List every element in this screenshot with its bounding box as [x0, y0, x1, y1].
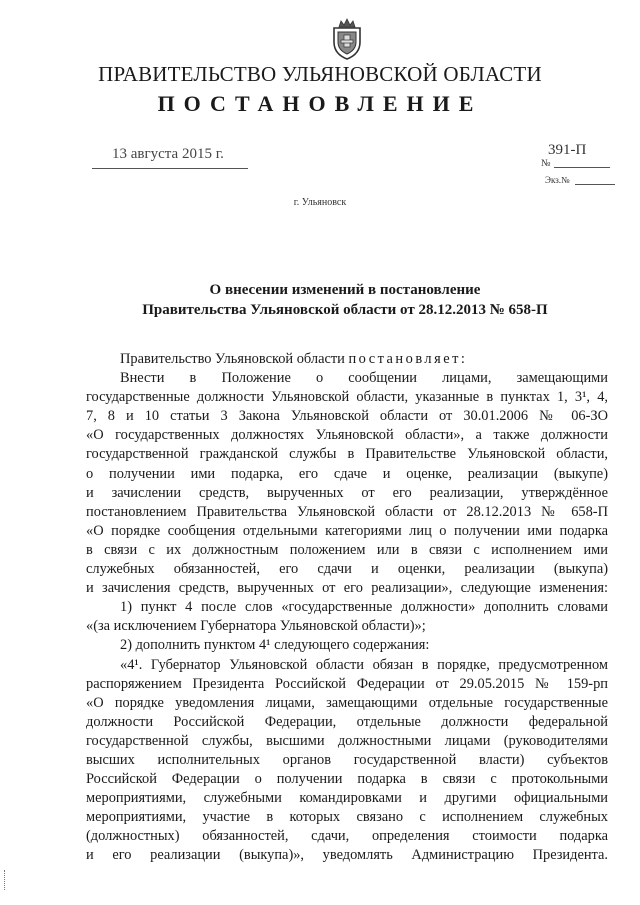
number-label: № — [541, 158, 551, 169]
paragraph-line: 7, 8 и 10 статьи 3 Закона Ульяновской области от 30.01.2006 № 06-ЗО — [86, 408, 608, 425]
clause-line: мероприятиями, служебными командировками и другими официальными — [86, 790, 608, 807]
clause-line: распоряжением Президента Российской Федерации от 29.05.2015 № 159-рп — [86, 675, 608, 692]
city: г. Ульяновск — [293, 197, 347, 208]
heading-line-1: О внесении изменений в постановление — [209, 282, 481, 298]
paragraph-line: в связи с их должностным положением или в связи с исполнением ими — [86, 541, 608, 558]
clause-line: высших исполнительных органов государственной власти) субъектов — [86, 751, 608, 768]
document-number: 391-П — [548, 142, 587, 158]
scan-edge-mark — [4, 870, 8, 890]
clause-line: (должностных) обязанностей, сдачи, определения стоимости подарка — [86, 828, 608, 845]
copy-underline — [575, 184, 615, 185]
document-type: ПОСТАНОВЛЕНИЕ — [157, 91, 483, 116]
document-heading — [0, 280, 640, 320]
document-date: 13 августа 2015 г. — [112, 146, 224, 162]
paragraph-line: Внести в Положение о сообщении лицами, замещающими — [120, 370, 608, 387]
coat-of-arms-icon — [330, 18, 364, 60]
number-underline — [554, 167, 610, 168]
clause-line: должности Российской Федерации, отдельные должности федеральной — [86, 713, 608, 730]
item-2: 2) дополнить пунктом 4¹ следующего содержания: — [120, 637, 430, 654]
clause-line: «4¹. Губернатор Ульяновской области обязан в порядке, предусмотренном — [120, 656, 608, 673]
paragraph-line: служебных обязанностей, его сдачи и оценки, реализации (выкупа) — [86, 561, 608, 578]
heading-line-2: Правительства Ульяновской области от 28.12.2013 № 658-П — [142, 302, 548, 318]
item-1-line: «(за исключением Губернатора Ульяновской области)»; — [86, 618, 426, 635]
clause-line: Российской Федерации о получении подарка в связи с протокольными — [86, 771, 608, 788]
paragraph-line: государственные должности Ульяновской области, указанные в пунктах 1, 3¹, 4, — [86, 389, 608, 406]
clause-line: мероприятиями, участие в которых связано с исполнением служебных — [86, 809, 608, 826]
paragraph-line: о получении ими подарка, его сдаче и оценке, реализации (выкупе) — [86, 465, 608, 482]
paragraph-line: постановлением Правительства Ульяновской области от 28.12.2013 № 658-П — [86, 503, 608, 520]
paragraph-line: «О государственных должностях Ульяновской области», а также должности — [86, 427, 608, 444]
clause-line: и его реализации (выкупа)», уведомлять Администрацию Президента. — [86, 847, 608, 864]
document-body — [86, 350, 608, 866]
paragraph-line: и зачисления средств, вырученных от его реализации», следующие изменения: — [86, 580, 608, 597]
government-title: ПРАВИТЕЛЬСТВО УЛЬЯНОВСКОЙ ОБЛАСТИ — [98, 62, 542, 86]
date-underline — [92, 168, 248, 169]
preamble-text: Правительство Ульяновской области — [120, 351, 349, 367]
preamble-verb: постановляет: — [348, 351, 468, 367]
paragraph-line: и зачислении средств, вырученных от его реализации, утверждённое — [86, 484, 608, 501]
copy-label: Экз.№ — [545, 175, 570, 185]
item-1-line: 1) пункт 4 после слов «государственные должности» дополнить словами — [120, 599, 608, 616]
preamble — [86, 350, 608, 369]
clause-line: «О порядке уведомления лицами, замещающими отдельные государственные — [86, 694, 608, 711]
clause-line: государственной службы, высшими должностными лицами (руководителями — [86, 732, 608, 749]
paragraph-line: государственной гражданской службы в Правительстве Ульяновской области, — [86, 446, 608, 463]
paragraph-line: «О порядке сообщения отдельными категориями лиц о получении ими подарка — [86, 522, 608, 539]
